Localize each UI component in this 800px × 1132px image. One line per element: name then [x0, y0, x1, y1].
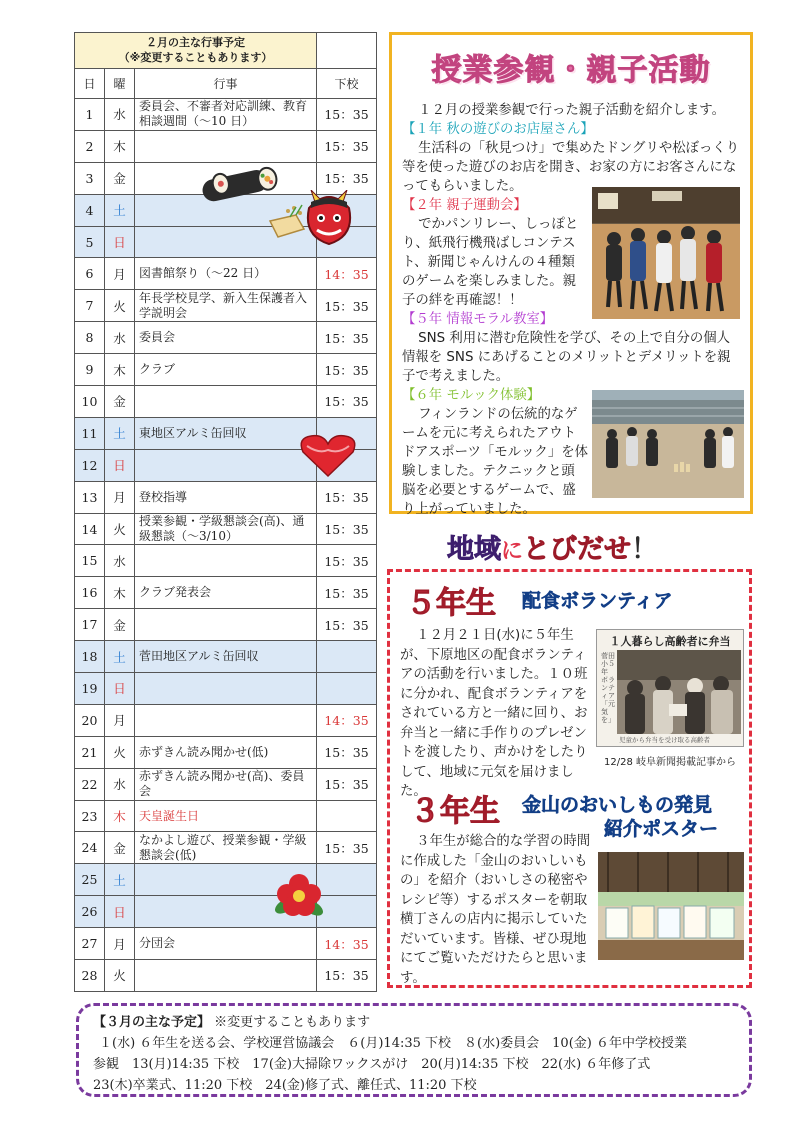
- g3-text: ３年生が総合的な学習の時間に作成した「金山のおいしいもの」を紹介（おいしさの秘密やレシピ等）するポスターを朝取横丁さんの店内に掲示していただいています。皆様、ぜひ現地にてご覧いただけたらと思います。: [400, 834, 591, 986]
- sankan-h4: 【６年 モルック体験】: [402, 388, 541, 403]
- schedule-dow: 木: [105, 577, 135, 609]
- schedule-event: 東地区アルミ缶回収: [135, 417, 317, 449]
- chiiki-part3: とびだせ: [523, 534, 632, 565]
- schedule-row: [75, 194, 377, 226]
- clip-source-caption: 12/28 岐阜新聞掲載記事から: [604, 757, 736, 768]
- schedule-event: [135, 386, 317, 418]
- chiiki-part2: に: [501, 539, 524, 564]
- schedule-day: 3: [75, 162, 105, 194]
- schedule-title-line1: ２月の主な行事予定: [146, 36, 245, 50]
- schedule-day: 7: [75, 290, 105, 322]
- schedule-event: クラブ発表会: [135, 577, 317, 609]
- schedule-time: [317, 194, 377, 226]
- schedule-event: [135, 673, 317, 705]
- schedule-event: [135, 130, 317, 162]
- header-dow: 曜: [105, 69, 135, 99]
- schedule-dow: 木: [105, 354, 135, 386]
- schedule-row: [75, 513, 377, 545]
- schedule-title-blank: [317, 33, 377, 69]
- g3-grade: ３年生: [410, 794, 500, 829]
- schedule-dow: 火: [105, 736, 135, 768]
- clip-headline: １人暮らし高齢者に弁当: [609, 635, 731, 648]
- schedule-dow: 金: [105, 386, 135, 418]
- schedule-day: 25: [75, 864, 105, 896]
- schedule-time: [317, 800, 377, 832]
- sankan-h3: 【５年 情報モラル教室】: [402, 312, 554, 327]
- schedule-dow: 日: [105, 896, 135, 928]
- sankan-title: 授業参観・親子活動: [431, 53, 711, 88]
- g5-grade: ５年生: [406, 586, 496, 621]
- schedule-row: [75, 864, 377, 896]
- schedule-dow: 金: [105, 609, 135, 641]
- schedule-row: [75, 290, 377, 322]
- clip-side: 菅田小５年 ボランティア「元気を」: [601, 652, 615, 724]
- schedule-dow: 土: [105, 641, 135, 673]
- schedule-dow: 金: [105, 162, 135, 194]
- schedule-time: 15：35: [317, 577, 377, 609]
- schedule-dow: 木: [105, 130, 135, 162]
- schedule-row: [75, 768, 377, 800]
- schedule-event: [135, 704, 317, 736]
- schedule-event: 菅田地区アルミ缶回収: [135, 641, 317, 673]
- schedule-dow: 水: [105, 322, 135, 354]
- sankan-p4: フィンランドの伝統的なゲームを元に考えられたアウトドアスポーツ「モルック」を体験しました。テクニックと頭脳を必要とするゲームで、盛り上がっていました。: [402, 407, 588, 517]
- schedule-day: 10: [75, 386, 105, 418]
- photo-sports-day: [592, 187, 740, 319]
- schedule-row: [75, 130, 377, 162]
- sankan-box: [389, 32, 753, 517]
- march-heading: 【３月の主な予定】: [93, 1015, 211, 1030]
- schedule-dow: 水: [105, 99, 135, 131]
- schedule-dow: 日: [105, 673, 135, 705]
- schedule-day: 5: [75, 226, 105, 258]
- schedule-day: 9: [75, 354, 105, 386]
- schedule-row: [75, 99, 377, 131]
- sankan-intro: １２月の授業参観で行った親子活動を紹介します。: [418, 103, 725, 118]
- schedule-row: [75, 226, 377, 258]
- schedule-day: 18: [75, 641, 105, 673]
- schedule-event: 登校指導: [135, 481, 317, 513]
- schedule-row: [75, 736, 377, 768]
- schedule-row: [75, 609, 377, 641]
- photo-poster: [598, 852, 744, 960]
- schedule-dow: 月: [105, 258, 135, 290]
- march-line2: 参観 13(月)14:35 下校 17(金)大掃除ワックスがけ 20(月)14:35 下校 22(水) ６年修了式: [93, 1057, 651, 1072]
- schedule-row: [75, 417, 377, 449]
- schedule-day: 4: [75, 194, 105, 226]
- schedule-table: [74, 32, 377, 992]
- schedule-event: [135, 960, 317, 992]
- schedule-dow: 土: [105, 194, 135, 226]
- schedule-dow: 水: [105, 545, 135, 577]
- schedule-dow: 日: [105, 226, 135, 258]
- schedule-event: 図書館祭り（〜22 日）: [135, 258, 317, 290]
- sankan-p3: SNS 利用に潜む危険性を学び、その上で自分の個人情報を SNS にあげることのメリットとデメリットを親子で考えました。: [402, 331, 731, 384]
- schedule-row: [75, 832, 377, 864]
- schedule-title-line2: （※変更することもあります）: [118, 50, 273, 64]
- schedule-time: 15：35: [317, 354, 377, 386]
- schedule-day: 16: [75, 577, 105, 609]
- schedule-row: [75, 258, 377, 290]
- schedule-time: 15：35: [317, 960, 377, 992]
- schedule-row: [75, 641, 377, 673]
- schedule-day: 12: [75, 449, 105, 481]
- schedule-day: 11: [75, 417, 105, 449]
- schedule-day: 27: [75, 928, 105, 960]
- schedule-dow: 金: [105, 832, 135, 864]
- schedule-dow: 木: [105, 800, 135, 832]
- schedule-row: [75, 481, 377, 513]
- schedule-day: 28: [75, 960, 105, 992]
- schedule-dow: 火: [105, 290, 135, 322]
- schedule-dow: 日: [105, 449, 135, 481]
- schedule-row: [75, 800, 377, 832]
- schedule-day: 26: [75, 896, 105, 928]
- schedule-time: [317, 449, 377, 481]
- schedule-row: [75, 673, 377, 705]
- schedule-row: [75, 960, 377, 992]
- schedule-event: [135, 609, 317, 641]
- schedule-time: 15：35: [317, 99, 377, 131]
- schedule-dow: 土: [105, 417, 135, 449]
- schedule-time: 14：35: [317, 258, 377, 290]
- header-day: 日: [75, 69, 105, 99]
- schedule-time: 15：35: [317, 162, 377, 194]
- schedule-event: [135, 864, 317, 896]
- header-time: 下校: [317, 69, 377, 99]
- schedule-time: [317, 673, 377, 705]
- march-line3: 23(木)卒業式、11:20 下校 24(金)修了式、離任式、11:20 下校: [93, 1078, 477, 1093]
- schedule-day: 17: [75, 609, 105, 641]
- clip-caption: 児童から弁当を受け取る高齢者: [619, 736, 710, 744]
- schedule-row: [75, 354, 377, 386]
- header-event: 行事: [135, 69, 317, 99]
- schedule-time: 15：35: [317, 130, 377, 162]
- schedule-row: [75, 577, 377, 609]
- schedule-day: 22: [75, 768, 105, 800]
- schedule-time: [317, 864, 377, 896]
- schedule-day: 8: [75, 322, 105, 354]
- march-note: ※変更することもあります: [214, 1015, 371, 1030]
- schedule-day: 1: [75, 99, 105, 131]
- g5-title: 配食ボランティア: [522, 590, 673, 612]
- schedule-event: [135, 896, 317, 928]
- schedule-event: 委員会、不審者対応訓練、教育相談週間（〜10 日）: [135, 99, 317, 131]
- schedule-event: [135, 162, 317, 194]
- schedule-event: 授業参観・学級懇談会(高)、通級懇談（〜3/10）: [135, 513, 317, 545]
- schedule-time: 15：35: [317, 609, 377, 641]
- schedule-event: 委員会: [135, 322, 317, 354]
- g5-text: １２月２１日(水)に５年生が、下原地区の配食ボランティアの活動を行いました。１０班に分かれ、配食ボランティアをされている方と一緒に回り、お弁当と一緒に手作りのプレゼントを渡したり、声かけをしたりして、地域に元気を届けました。: [400, 628, 588, 799]
- schedule-day: 21: [75, 736, 105, 768]
- schedule-time: 15：35: [317, 386, 377, 418]
- schedule-day: 19: [75, 673, 105, 705]
- schedule-day: 20: [75, 704, 105, 736]
- schedule-day: 6: [75, 258, 105, 290]
- schedule-time: 14：35: [317, 928, 377, 960]
- schedule-event: [135, 449, 317, 481]
- schedule-day: 2: [75, 130, 105, 162]
- g3-title1: 金山のおいしもの発見: [522, 794, 713, 816]
- schedule-time: 15：35: [317, 545, 377, 577]
- sankan-h1: 【１年 秋の遊びのお店屋さん】: [402, 122, 594, 137]
- schedule-row: [75, 928, 377, 960]
- chiiki-part4: ！: [631, 534, 659, 565]
- schedule-row: [75, 704, 377, 736]
- schedule-event: [135, 226, 317, 258]
- schedule-time: 15：35: [317, 768, 377, 800]
- sankan-p2: でかパンリレー、しっぽとり、紙飛行機飛ばしコンテスト、新聞じゃんけんの４種類のゲームを楽しみました。親子の絆を再確認！！: [402, 217, 579, 308]
- schedule-row: [75, 322, 377, 354]
- schedule-row: [75, 386, 377, 418]
- schedule-dow: 火: [105, 960, 135, 992]
- schedule-time: [317, 896, 377, 928]
- schedule-dow: 月: [105, 704, 135, 736]
- schedule-event: 赤ずきん読み聞かせ(高)、委員会: [135, 768, 317, 800]
- schedule-event: [135, 545, 317, 577]
- photo-molkky: [592, 390, 744, 498]
- sankan-p1: 生活科の「秋見つけ」で集めたドングリや松ぼっくり等を使った遊びのお店を開き、お家の方にお客さんになってもらいました。: [402, 141, 740, 194]
- schedule-event: 分団会: [135, 928, 317, 960]
- schedule-event: 赤ずきん読み聞かせ(低): [135, 736, 317, 768]
- schedule-event: [135, 194, 317, 226]
- schedule-time: 14：35: [317, 704, 377, 736]
- schedule-title: [75, 33, 317, 69]
- newspaper-clip: [596, 629, 744, 747]
- schedule-row: [75, 162, 377, 194]
- schedule-row: [75, 545, 377, 577]
- schedule-time: [317, 641, 377, 673]
- schedule-event: 天皇誕生日: [135, 800, 317, 832]
- schedule-time: 15：35: [317, 322, 377, 354]
- schedule-event: クラブ: [135, 354, 317, 386]
- schedule-dow: 火: [105, 513, 135, 545]
- march-schedule-box: [76, 1003, 752, 1097]
- schedule-time: 15：35: [317, 481, 377, 513]
- schedule-dow: 水: [105, 768, 135, 800]
- chiiki-part1: 地域: [447, 534, 501, 565]
- schedule-day: 23: [75, 800, 105, 832]
- schedule-dow: 月: [105, 481, 135, 513]
- schedule-time: 15：35: [317, 290, 377, 322]
- schedule-row: [75, 449, 377, 481]
- schedule-time: 15：35: [317, 736, 377, 768]
- schedule-day: 13: [75, 481, 105, 513]
- schedule-dow: 月: [105, 928, 135, 960]
- schedule-event: 年長学校見学、新入生保護者入学説明会: [135, 290, 317, 322]
- schedule-dow: 土: [105, 864, 135, 896]
- chiiki-heading: [447, 527, 658, 566]
- g3-title2: 紹介ポスター: [604, 818, 719, 840]
- schedule-body: [75, 99, 377, 992]
- schedule-time: 15：35: [317, 832, 377, 864]
- schedule-time: [317, 417, 377, 449]
- schedule-event: なかよし遊び、授業参観・学級懇談会(低): [135, 832, 317, 864]
- schedule-day: 24: [75, 832, 105, 864]
- schedule-time: 15：35: [317, 513, 377, 545]
- schedule-row: [75, 896, 377, 928]
- schedule-time: [317, 226, 377, 258]
- march-line1: １(水) ６年生を送る会、学校運営協議会 ６(月)14:35 下校 ８(水)委員会 10(金) ６年中学校授業: [99, 1036, 687, 1051]
- schedule-day: 15: [75, 545, 105, 577]
- volunteer-box: [387, 569, 752, 988]
- schedule-day: 14: [75, 513, 105, 545]
- sankan-h2: 【２年 親子運動会】: [402, 198, 527, 213]
